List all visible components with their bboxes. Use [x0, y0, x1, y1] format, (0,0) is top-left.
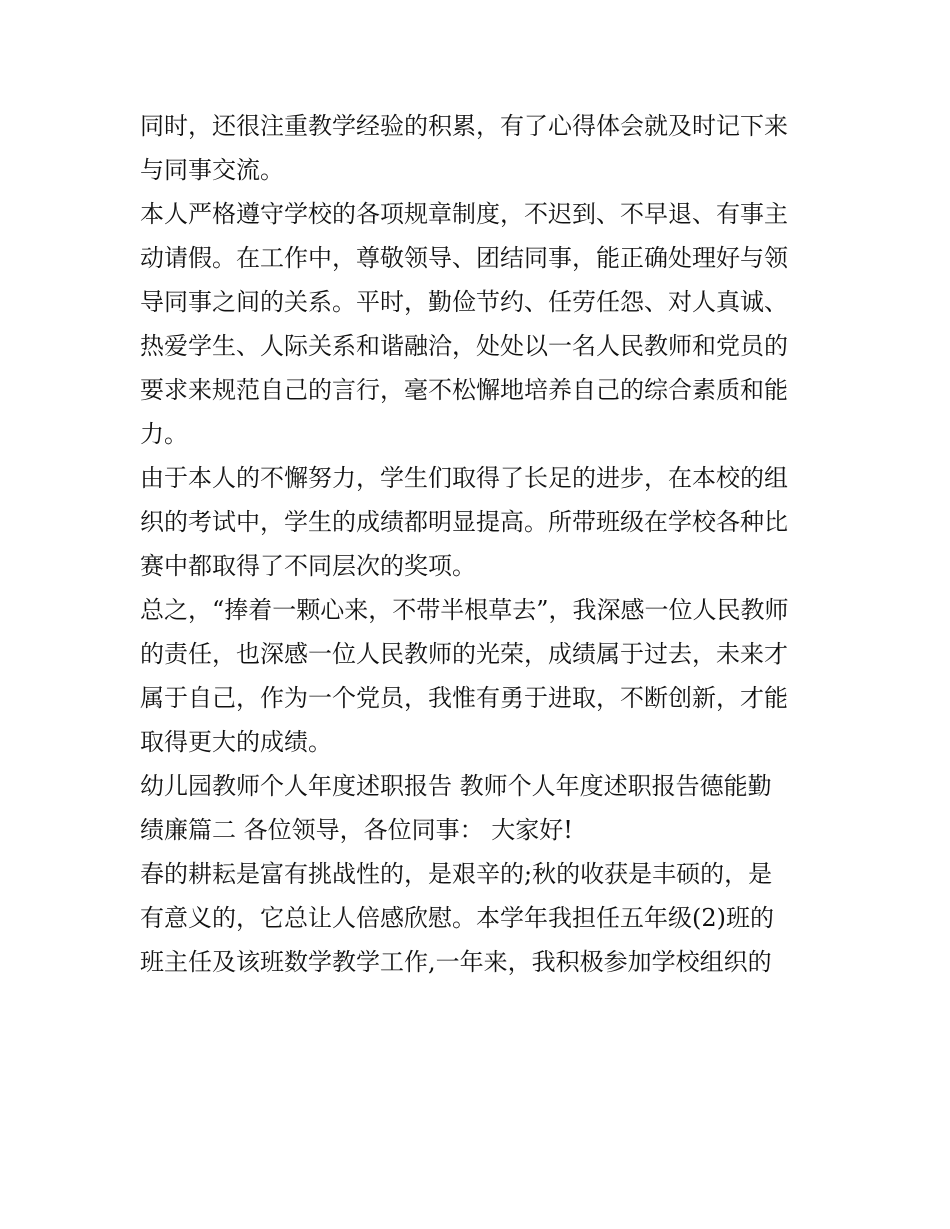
document-body	[140, 104, 820, 984]
paragraph-5: 幼儿园教师个人年度述职报告 教师个人年度述职报告德能勤 绩廉篇二 各位领导，各位同事： 大家好!	[140, 772, 772, 844]
paragraph-2: 本人严格遵守学校的各项规章制度，不迟到、不早退、有事主 动请假。在工作中，尊敬领导、团结同事，能正确处理好与领 导同事之间的关系。平时，勤俭节约、任劳任怨、对人真诚、 热爱学生、人际关系和谐融洽，处处以一名人民教师和党员的 要求来规范自己的言行，毫不松懈地培养自己的综合素质和能 力。	[140, 200, 788, 448]
paragraph-3: 由于本人的不懈努力，学生们取得了长足的进步，在本校的组 织的考试中，学生的成绩都明显提高。所带班级在学校各种比 赛中都取得了不同层次的奖项。	[140, 464, 788, 580]
paragraph-6: 春的耕耘是富有挑战性的，是艰辛的;秋的收获是丰硕的，是 有意义的，它总让人倍感欣慰。本学年我担任五年级(2)班的 班主任及该班数学教学工作,一年来，我积极参加学校组织的	[140, 860, 774, 976]
paragraph-4: 总之，“捧着一颗心来，不带半根草去”，我深感一位人民教师 的责任，也深感一位人民教师的光荣，成绩属于过去，未来才 属于自己，作为一个党员，我惟有勇于进取，不断创新，才能 取得更大的成绩。	[140, 596, 789, 756]
paragraph-1: 同时，还很注重教学经验的积累，有了心得体会就及时记下来 与同事交流。	[140, 112, 788, 184]
